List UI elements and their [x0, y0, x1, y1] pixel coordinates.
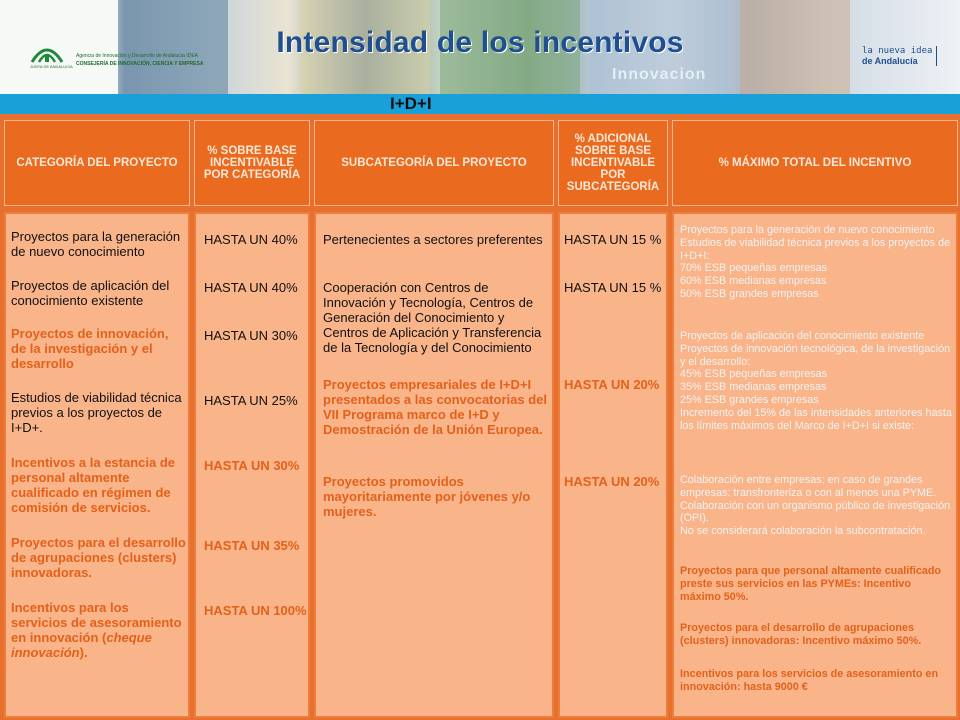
- subcategory-pct: HASTA UN 20%: [564, 377, 660, 392]
- category-item: Proyectos de innovación, de la investigación y el desarrollo: [11, 326, 169, 371]
- col-header-max-total: % MÁXIMO TOTAL DEL INCENTIVO: [672, 120, 958, 206]
- col-header-subcategory: SUBCATEGORÍA DEL PROYECTO: [314, 120, 554, 206]
- max-total-line: 50% ESB grandes empresas: [680, 287, 819, 300]
- max-total-paragraph-3: [680, 474, 952, 538]
- max-total-line: Colaboración con un organismo público de investigación (OPI).: [680, 499, 951, 525]
- category-pct: HASTA UN 30%: [204, 458, 300, 473]
- max-total-line: 60% ESB medianas empresas: [680, 275, 827, 288]
- category-pct: HASTA UN 25%: [204, 393, 298, 408]
- subcategory-item: Proyectos promovidos mayoritariamente por jóvenes y/o mujeres.: [323, 474, 531, 519]
- org-line-2-text: CONSEJERÍA DE INNOVACIÓN, CIENCIA Y EMPRESA: [76, 61, 204, 67]
- logo-caption: JUNTA DE ANDALUCIA: [30, 64, 73, 69]
- max-total-line: No se considerará colaboración la subcontratación.: [680, 525, 926, 538]
- max-total-highlight: Proyectos para que personal altamente cualificado preste sus servicios en las PYMEs: Incentivo máximo 50%.: [680, 565, 942, 603]
- category-item: Proyectos de aplicación del conocimiento existente: [11, 278, 170, 308]
- subcategory-item: Proyectos empresariales de I+D+I presentados a las convocatorias del VII Programa marco de I+D y Demostración de la Unión Europea.: [323, 377, 547, 437]
- col-header-subcategory-pct: % ADICIONAL SOBRE BASE INCENTIVABLE POR SUBCATEGORÍA: [558, 120, 668, 206]
- max-total-line: Proyectos para la generación de nuevo conocimiento: [680, 224, 935, 236]
- category-item: Estudios de viabilidad técnica previos a los proyectos de I+D+.: [11, 390, 182, 435]
- max-total-paragraph-1: [680, 224, 952, 301]
- category-pct: HASTA UN 35%: [204, 538, 300, 553]
- logo-area: [0, 0, 118, 94]
- category-item: Proyectos para la generación de nuevo conocimiento: [11, 229, 181, 259]
- max-total-line: 70% ESB pequeñas empresas: [680, 262, 828, 275]
- category-item: [11, 600, 187, 660]
- tagline-line-2: de Andalucía: [862, 56, 918, 66]
- max-total-line: Incremento del 15% de las intensidades anteriores hasta los límites máximos del Marco de I+D+I si existe:: [680, 406, 952, 432]
- category-pct: HASTA UN 100%: [204, 603, 307, 618]
- max-total-line: 35% ESB medianas empresas: [680, 381, 827, 394]
- category-text-a: Incentivos para los servicios de asesoramiento en innovación (: [11, 600, 182, 645]
- subcategory-item: Cooperación con Centros de Innovación y Tecnología, Centros de Generación del Conocimiento y Centros de Aplicación y Transferencia de la Tecnología y del Conocimiento: [323, 280, 542, 355]
- col-header-category: CATEGORÍA DEL PROYECTO: [4, 120, 190, 206]
- banner-photo: [118, 0, 228, 94]
- subtitle-row: [0, 94, 960, 114]
- col-header-category-pct: % SOBRE BASE INCENTIVABLE POR CATEGORÍA: [194, 120, 310, 206]
- max-total-line: Proyectos de innovación tecnológica, de la investigación y el desarrollo:: [680, 342, 951, 368]
- subcategory-pct: HASTA UN 20%: [564, 474, 660, 489]
- max-total-highlight: Incentivos para los servicios de asesoramiento en innovación: hasta 9000 €: [680, 668, 939, 693]
- category-item: Incentivos a la estancia de personal altamente cualificado en régimen de comisión de servicios.: [11, 455, 176, 515]
- category-item: Proyectos para el desarrollo de agrupaciones (clusters) innovadoras.: [11, 535, 186, 580]
- subcategory-pct: HASTA UN 15 %: [564, 232, 662, 247]
- max-total-paragraph-2: [680, 330, 952, 432]
- tagline-line-1: la nueva idea: [862, 46, 933, 56]
- category-text-b: cheque innovación: [11, 630, 152, 660]
- tagline: [862, 46, 937, 66]
- max-total-highlight: Proyectos para el desarrollo de agrupaciones (clusters) innovadoras: Incentivo máximo 50%.: [680, 622, 922, 647]
- junta-andalucia-logo-icon: [30, 42, 64, 64]
- max-total-line: 25% ESB grandes empresas: [680, 393, 819, 406]
- organization-name: [76, 52, 203, 68]
- category-pct: HASTA UN 40%: [204, 280, 298, 295]
- banner-photo: [740, 0, 850, 94]
- max-total-line: Proyectos de aplicación del conocimiento existente: [680, 330, 925, 342]
- org-line-2: [76, 60, 203, 68]
- subcategory-item: Pertenecientes a sectores preferentes: [323, 232, 543, 247]
- section-subtitle: I+D+I: [390, 94, 432, 113]
- category-text-c: ).: [79, 645, 88, 660]
- max-total-line: Colaboración entre empresas; en caso de grandes empresas: transfronteriza o con al menos una PYME.: [680, 474, 937, 499]
- category-pct: HASTA UN 30%: [204, 328, 298, 343]
- innovation-watermark: Innovacion: [612, 66, 707, 83]
- category-pct: HASTA UN 40%: [204, 232, 298, 247]
- org-line-1: Agencia de Innovación y Desarrollo de Andalucía IDEA: [76, 53, 199, 59]
- max-total-line: Estudios de viabilidad técnica previos a los proyectos de I+D+I:: [680, 236, 951, 262]
- subcategory-pct: HASTA UN 15 %: [564, 280, 662, 295]
- max-total-line: 45% ESB pequeñas empresas: [680, 368, 828, 381]
- page-title: Intensidad de los incentivos: [276, 26, 684, 59]
